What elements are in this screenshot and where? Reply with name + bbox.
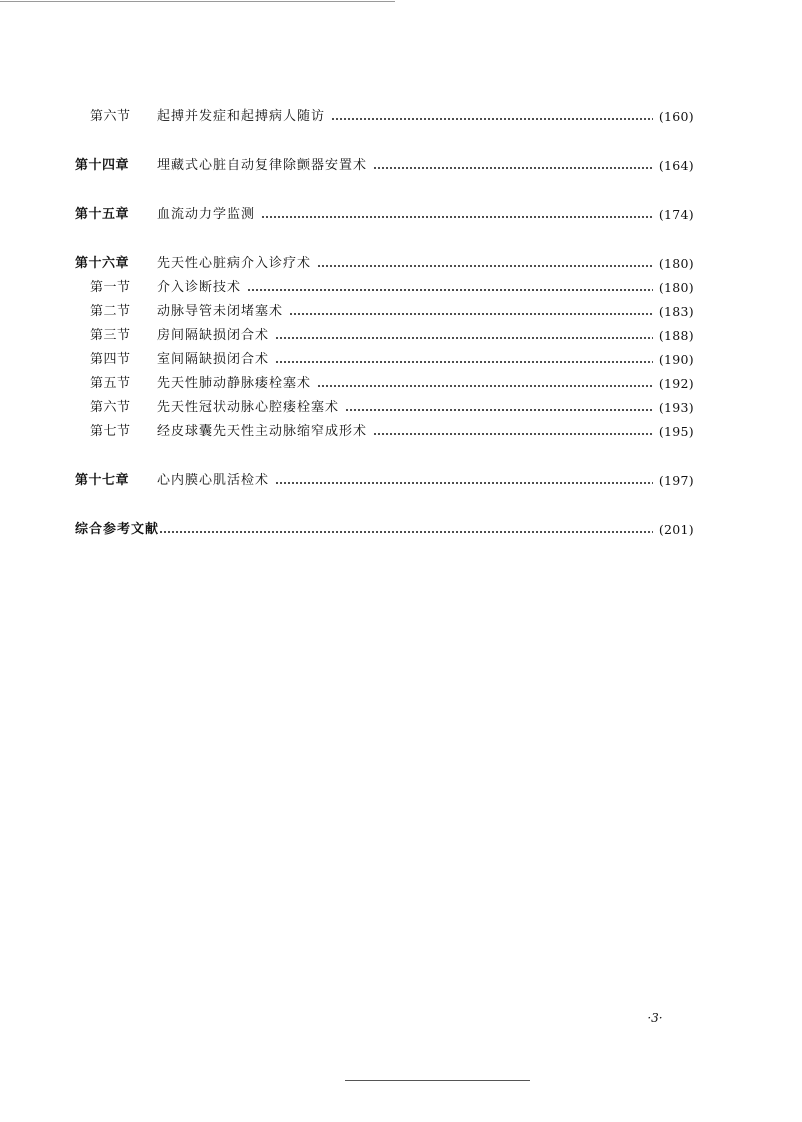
leader-dots <box>247 289 653 291</box>
leader-dots <box>373 433 653 435</box>
toc-entry-label: 第四节 <box>90 352 131 367</box>
toc-entry-section[interactable] <box>90 422 694 442</box>
leader-dots <box>261 216 653 218</box>
toc-entry-title: 动脉导管未闭堵塞术 <box>157 304 284 319</box>
toc-entry-page: (193) <box>658 400 694 415</box>
toc-entry-title: 先天性肺动静脉瘘栓塞术 <box>157 376 312 391</box>
toc-entry-label: 第十五章 <box>75 207 130 222</box>
toc-entry-page: (183) <box>658 304 694 319</box>
toc-entry-page: (174) <box>658 207 694 222</box>
toc-entry-title: 综合参考文献 <box>75 522 160 537</box>
toc-entry-title: 起搏并发症和起搏病人随访 <box>157 109 326 124</box>
toc-entry-chapter[interactable] <box>75 205 694 225</box>
bottom-scan-rule <box>345 1080 530 1081</box>
toc-entry-title: 经皮球囊先天性主动脉缩窄成形术 <box>157 424 368 439</box>
toc-entry-title: 血流动力学监测 <box>157 207 256 222</box>
leader-dots <box>331 118 653 120</box>
toc-entry-label: 第十七章 <box>75 473 130 488</box>
toc-entry-section[interactable] <box>90 374 694 394</box>
toc-entry-section[interactable] <box>90 350 694 370</box>
toc-entry-label: 第七节 <box>90 424 131 439</box>
toc-entry-title: 房间隔缺损闭合术 <box>157 328 270 343</box>
toc-entry-page: (180) <box>658 280 694 295</box>
leader-dots <box>275 482 653 484</box>
toc-entry-section[interactable] <box>90 326 694 346</box>
toc-entry-page: (195) <box>658 424 694 439</box>
leader-dots <box>275 337 653 339</box>
toc-entry-chapter[interactable] <box>75 156 694 176</box>
toc-entry-page: (180) <box>658 256 694 271</box>
toc-entry-chapter[interactable] <box>75 471 694 491</box>
leader-dots <box>317 265 653 267</box>
toc-entry-label: 第十四章 <box>75 158 130 173</box>
toc-entry-page: (192) <box>658 376 694 391</box>
leader-dots <box>373 167 653 169</box>
toc-entry-page: (197) <box>658 473 694 488</box>
toc-entry-page: (190) <box>658 352 694 367</box>
toc-entry-label: 第一节 <box>90 280 131 295</box>
leader-dots <box>289 313 653 315</box>
toc-entry-section[interactable] <box>90 107 694 127</box>
top-scan-rule <box>0 1 395 2</box>
toc-entry-section[interactable] <box>90 398 694 418</box>
toc-entry-label: 第二节 <box>90 304 131 319</box>
toc-entry-chapter[interactable] <box>75 254 694 274</box>
toc-entry-label: 第十六章 <box>75 256 130 271</box>
toc-entry-page: (201) <box>658 522 694 537</box>
toc-entry-section[interactable] <box>90 278 694 298</box>
toc-entry-label: 第六节 <box>90 109 131 124</box>
leader-dots <box>345 409 653 411</box>
toc-entry-page: (164) <box>658 158 694 173</box>
toc-entry-label: 第五节 <box>90 376 131 391</box>
toc-entry-page: (160) <box>658 109 694 124</box>
toc-entry-title: 先天性冠状动脉心腔瘘栓塞术 <box>157 400 340 415</box>
leader-dots <box>159 531 653 533</box>
toc-entry-title: 先天性心脏病介入诊疗术 <box>157 256 312 271</box>
leader-dots <box>275 361 653 363</box>
leader-dots <box>317 385 653 387</box>
toc-entry-title: 室间隔缺损闭合术 <box>157 352 270 367</box>
toc-entry-section[interactable] <box>90 302 694 322</box>
toc-entry-title: 心内膜心肌活检术 <box>157 473 270 488</box>
toc-entry-page: (188) <box>658 328 694 343</box>
toc-entry-title: 介入诊断技术 <box>157 280 242 295</box>
toc-entry-label: 第三节 <box>90 328 131 343</box>
toc-entry-references[interactable] <box>75 520 694 540</box>
toc-entry-label: 第六节 <box>90 400 131 415</box>
page-number: ·3· <box>647 1011 663 1025</box>
toc-entry-title: 埋藏式心脏自动复律除颤器安置术 <box>157 158 368 173</box>
